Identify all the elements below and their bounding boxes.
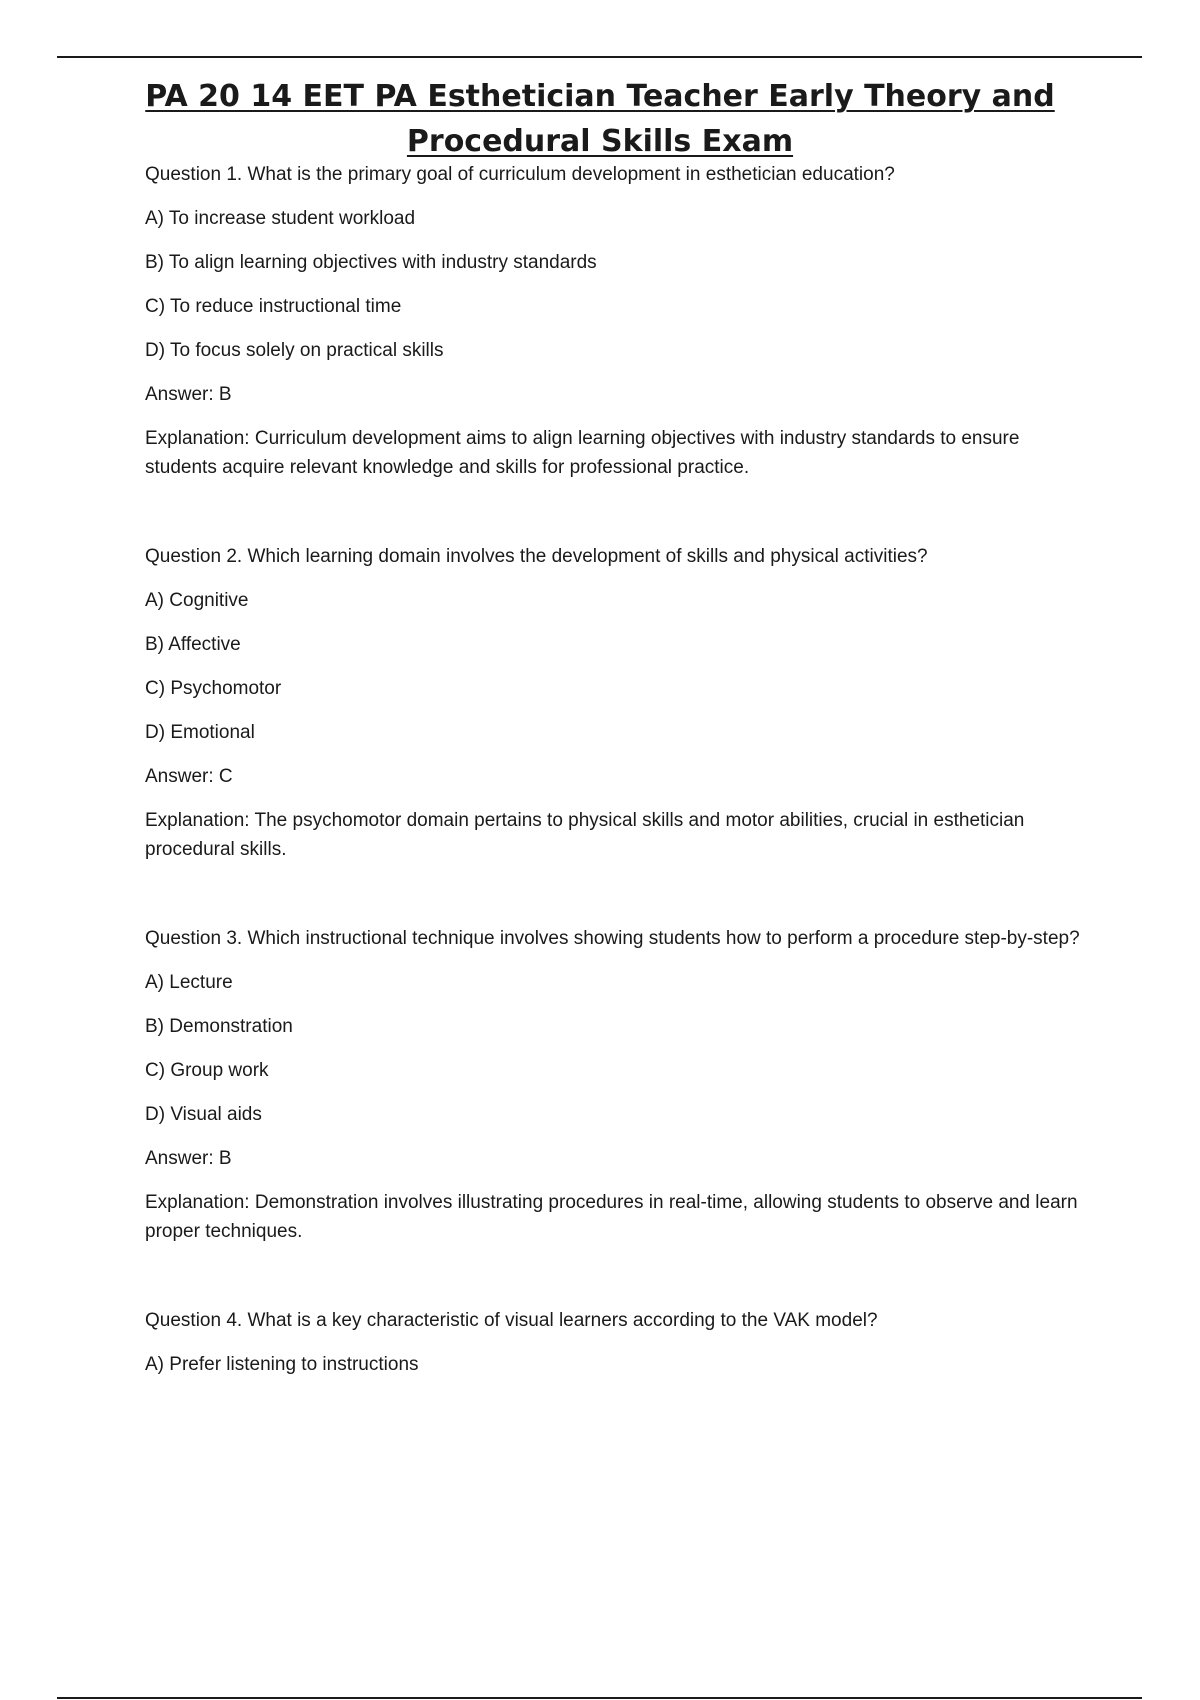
option-c: C) Group work bbox=[145, 1060, 269, 1081]
question-text: Question 3. Which instructional technique involves showing students how to perform a procedure step-by-step? bbox=[145, 928, 1080, 949]
question-3 bbox=[145, 924, 1085, 1246]
question-text: Question 4. What is a key characteristic of visual learners according to the VAK model? bbox=[145, 1310, 878, 1331]
question-4 bbox=[145, 1306, 1085, 1379]
bottom-rule bbox=[57, 1697, 1142, 1699]
question-text: Question 2. Which learning domain involves the development of skills and physical activities? bbox=[145, 546, 928, 567]
option-b: B) To align learning objectives with industry standards bbox=[145, 252, 597, 273]
option-b: B) Demonstration bbox=[145, 1016, 293, 1037]
explanation: Explanation: Demonstration involves illustrating procedures in real-time, allowing students to observe and learn proper techniques. bbox=[145, 1192, 1078, 1242]
explanation: Explanation: Curriculum development aims to align learning objectives with industry standards to ensure students acquire relevant knowledge and skills for professional practice. bbox=[145, 428, 1020, 478]
option-d: D) Visual aids bbox=[145, 1104, 262, 1125]
option-d: D) To focus solely on practical skills bbox=[145, 340, 444, 361]
answer: Answer: B bbox=[145, 384, 232, 405]
option-a: A) Cognitive bbox=[145, 590, 249, 611]
option-a: A) To increase student workload bbox=[145, 208, 416, 229]
answer: Answer: B bbox=[145, 1148, 232, 1169]
option-c: C) To reduce instructional time bbox=[145, 296, 402, 317]
question-1 bbox=[145, 160, 1085, 482]
option-d: D) Emotional bbox=[145, 722, 255, 743]
top-rule bbox=[57, 56, 1142, 58]
answer: Answer: C bbox=[145, 766, 233, 787]
document-title: PA 20 14 EET PA Esthetician Teacher Early Theory and Procedural Skills Exam bbox=[145, 79, 1055, 159]
question-2 bbox=[145, 542, 1085, 864]
option-c: C) Psychomotor bbox=[145, 678, 282, 699]
document-body bbox=[145, 160, 1085, 1394]
option-b: B) Affective bbox=[145, 634, 241, 655]
option-a: A) Prefer listening to instructions bbox=[145, 1354, 419, 1375]
explanation: Explanation: The psychomotor domain pertains to physical skills and motor abilities, crucial in esthetician procedural skills. bbox=[145, 810, 1025, 860]
option-a: A) Lecture bbox=[145, 972, 233, 993]
question-text: Question 1. What is the primary goal of curriculum development in esthetician education? bbox=[145, 164, 895, 185]
